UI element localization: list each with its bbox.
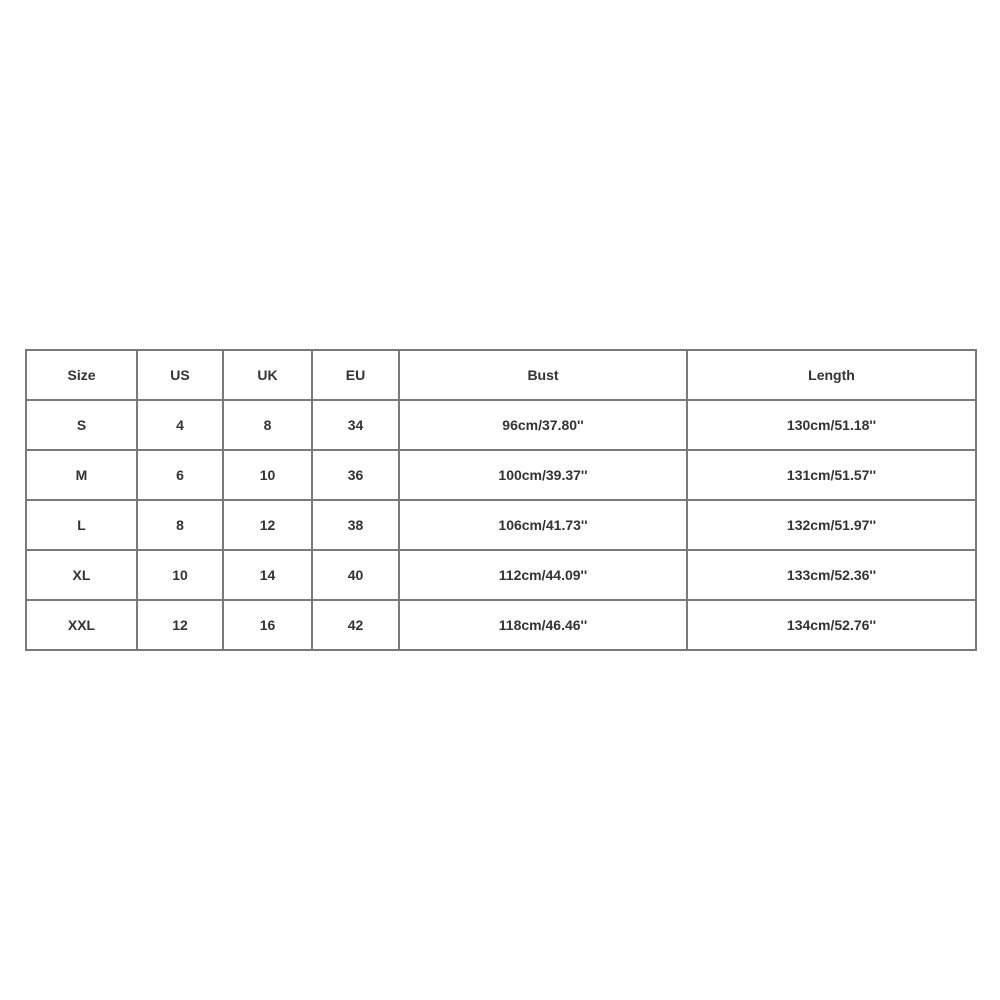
cell-size: XXL xyxy=(26,600,137,650)
cell-bust: 100cm/39.37'' xyxy=(399,450,687,500)
cell-us: 12 xyxy=(137,600,223,650)
cell-eu: 42 xyxy=(312,600,399,650)
cell-size: L xyxy=(26,500,137,550)
cell-bust: 112cm/44.09'' xyxy=(399,550,687,600)
cell-eu: 38 xyxy=(312,500,399,550)
header-uk: UK xyxy=(223,350,312,400)
cell-length: 131cm/51.57'' xyxy=(687,450,976,500)
cell-eu: 36 xyxy=(312,450,399,500)
cell-bust: 96cm/37.80'' xyxy=(399,400,687,450)
table-row xyxy=(26,450,976,500)
cell-us: 8 xyxy=(137,500,223,550)
cell-us: 6 xyxy=(137,450,223,500)
cell-eu: 40 xyxy=(312,550,399,600)
table-row xyxy=(26,600,976,650)
table-header xyxy=(26,350,976,400)
cell-size: XL xyxy=(26,550,137,600)
cell-size: M xyxy=(26,450,137,500)
cell-uk: 14 xyxy=(223,550,312,600)
header-us: US xyxy=(137,350,223,400)
table-row xyxy=(26,400,976,450)
cell-us: 10 xyxy=(137,550,223,600)
cell-bust: 106cm/41.73'' xyxy=(399,500,687,550)
table-row xyxy=(26,550,976,600)
cell-length: 132cm/51.97'' xyxy=(687,500,976,550)
cell-bust: 118cm/46.46'' xyxy=(399,600,687,650)
cell-size: S xyxy=(26,400,137,450)
header-size: Size xyxy=(26,350,137,400)
cell-uk: 10 xyxy=(223,450,312,500)
cell-uk: 16 xyxy=(223,600,312,650)
header-eu: EU xyxy=(312,350,399,400)
size-chart-table xyxy=(25,349,977,651)
cell-length: 130cm/51.18'' xyxy=(687,400,976,450)
cell-uk: 8 xyxy=(223,400,312,450)
cell-uk: 12 xyxy=(223,500,312,550)
header-bust: Bust xyxy=(399,350,687,400)
cell-length: 133cm/52.36'' xyxy=(687,550,976,600)
cell-us: 4 xyxy=(137,400,223,450)
header-row xyxy=(26,350,976,400)
table-row xyxy=(26,500,976,550)
cell-eu: 34 xyxy=(312,400,399,450)
table-body xyxy=(26,400,976,650)
header-length: Length xyxy=(687,350,976,400)
cell-length: 134cm/52.76'' xyxy=(687,600,976,650)
